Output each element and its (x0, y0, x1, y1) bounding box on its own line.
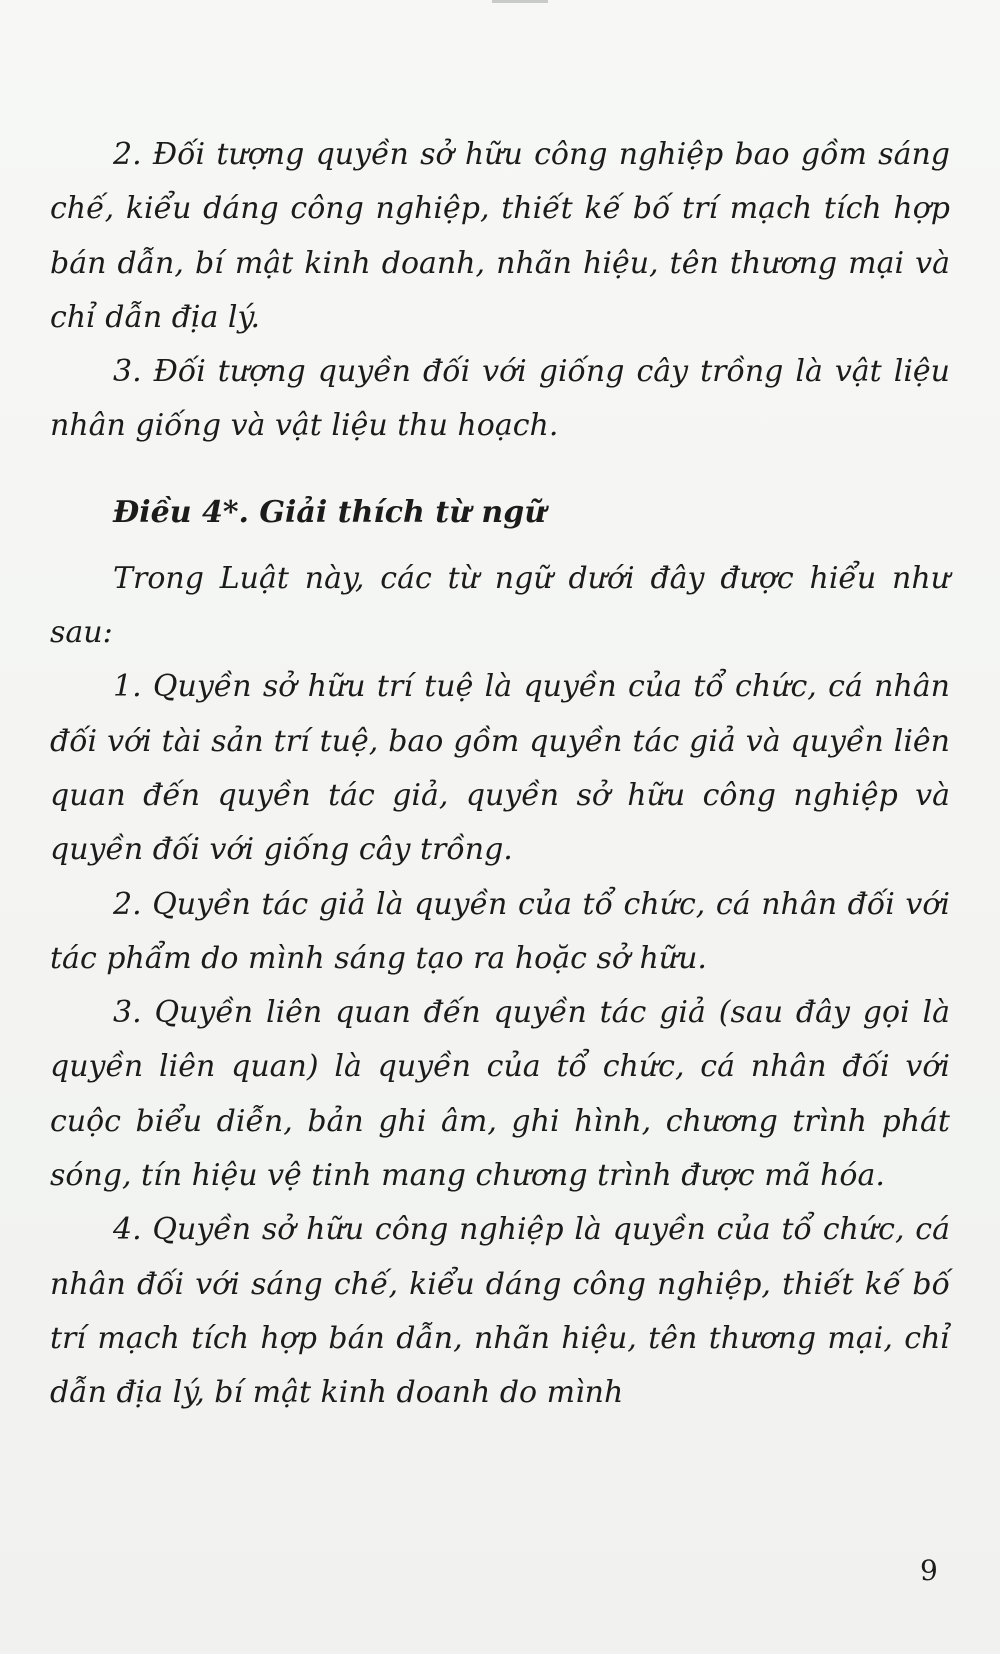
paragraph-industrial-property-objects: 2. Đối tượng quyền sở hữu công nghiệp bao gồm sáng chế, kiểu dáng công nghiệp, thiết kế bố trí mạch tích hợp bán dẫn, bí mật kinh doanh, nhãn hiệu, tên thương mại và chỉ dẫn địa lý. (50, 137, 950, 335)
page-body-text (50, 128, 950, 1421)
page-number: 9 (920, 1554, 938, 1587)
page-top-mark (492, 0, 548, 3)
paragraph-definition-copyright: 2. Quyền tác giả là quyền của tổ chức, cá nhân đối với tác phẩm do mình sáng tạo ra hoặc sở hữu. (50, 886, 950, 976)
paragraph-plant-variety-objects: 3. Đối tượng quyền đối với giống cây trồng là vật liệu nhân giống và vật liệu thu hoạch. (50, 354, 950, 444)
article-heading: Điều 4*. Giải thích từ ngữ (113, 494, 547, 530)
paragraph-definition-industrial-property: 4. Quyền sở hữu công nghiệp là quyền của tổ chức, cá nhân đối với sáng chế, kiểu dáng công nghiệp, thiết kế bố trí mạch tích hợp bán dẫn, nhãn hiệu, tên thương mại, chỉ dẫn địa lý, bí mật kinh doanh do mình (50, 1212, 950, 1411)
paragraph-definition-ip-rights: 1. Quyền sở hữu trí tuệ là quyền của tổ chức, cá nhân đối với tài sản trí tuệ, bao gồm quyền tác giả và quyền liên quan đến quyền tác giả, quyền sở hữu công nghiệp và quyền đối với giống cây trồng. (50, 669, 950, 868)
paragraph-definition-related-rights: 3. Quyền liên quan đến quyền tác giả (sau đây gọi là quyền liên quan) là quyền của tổ chức, cá nhân đối với cuộc biểu diễn, bản ghi âm, ghi hình, chương trình phát sóng, tín hiệu vệ tinh mang chương trình được mã hóa. (50, 995, 950, 1194)
paragraph-intro: Trong Luật này, các từ ngữ dưới đây được hiểu như sau: (50, 560, 950, 651)
